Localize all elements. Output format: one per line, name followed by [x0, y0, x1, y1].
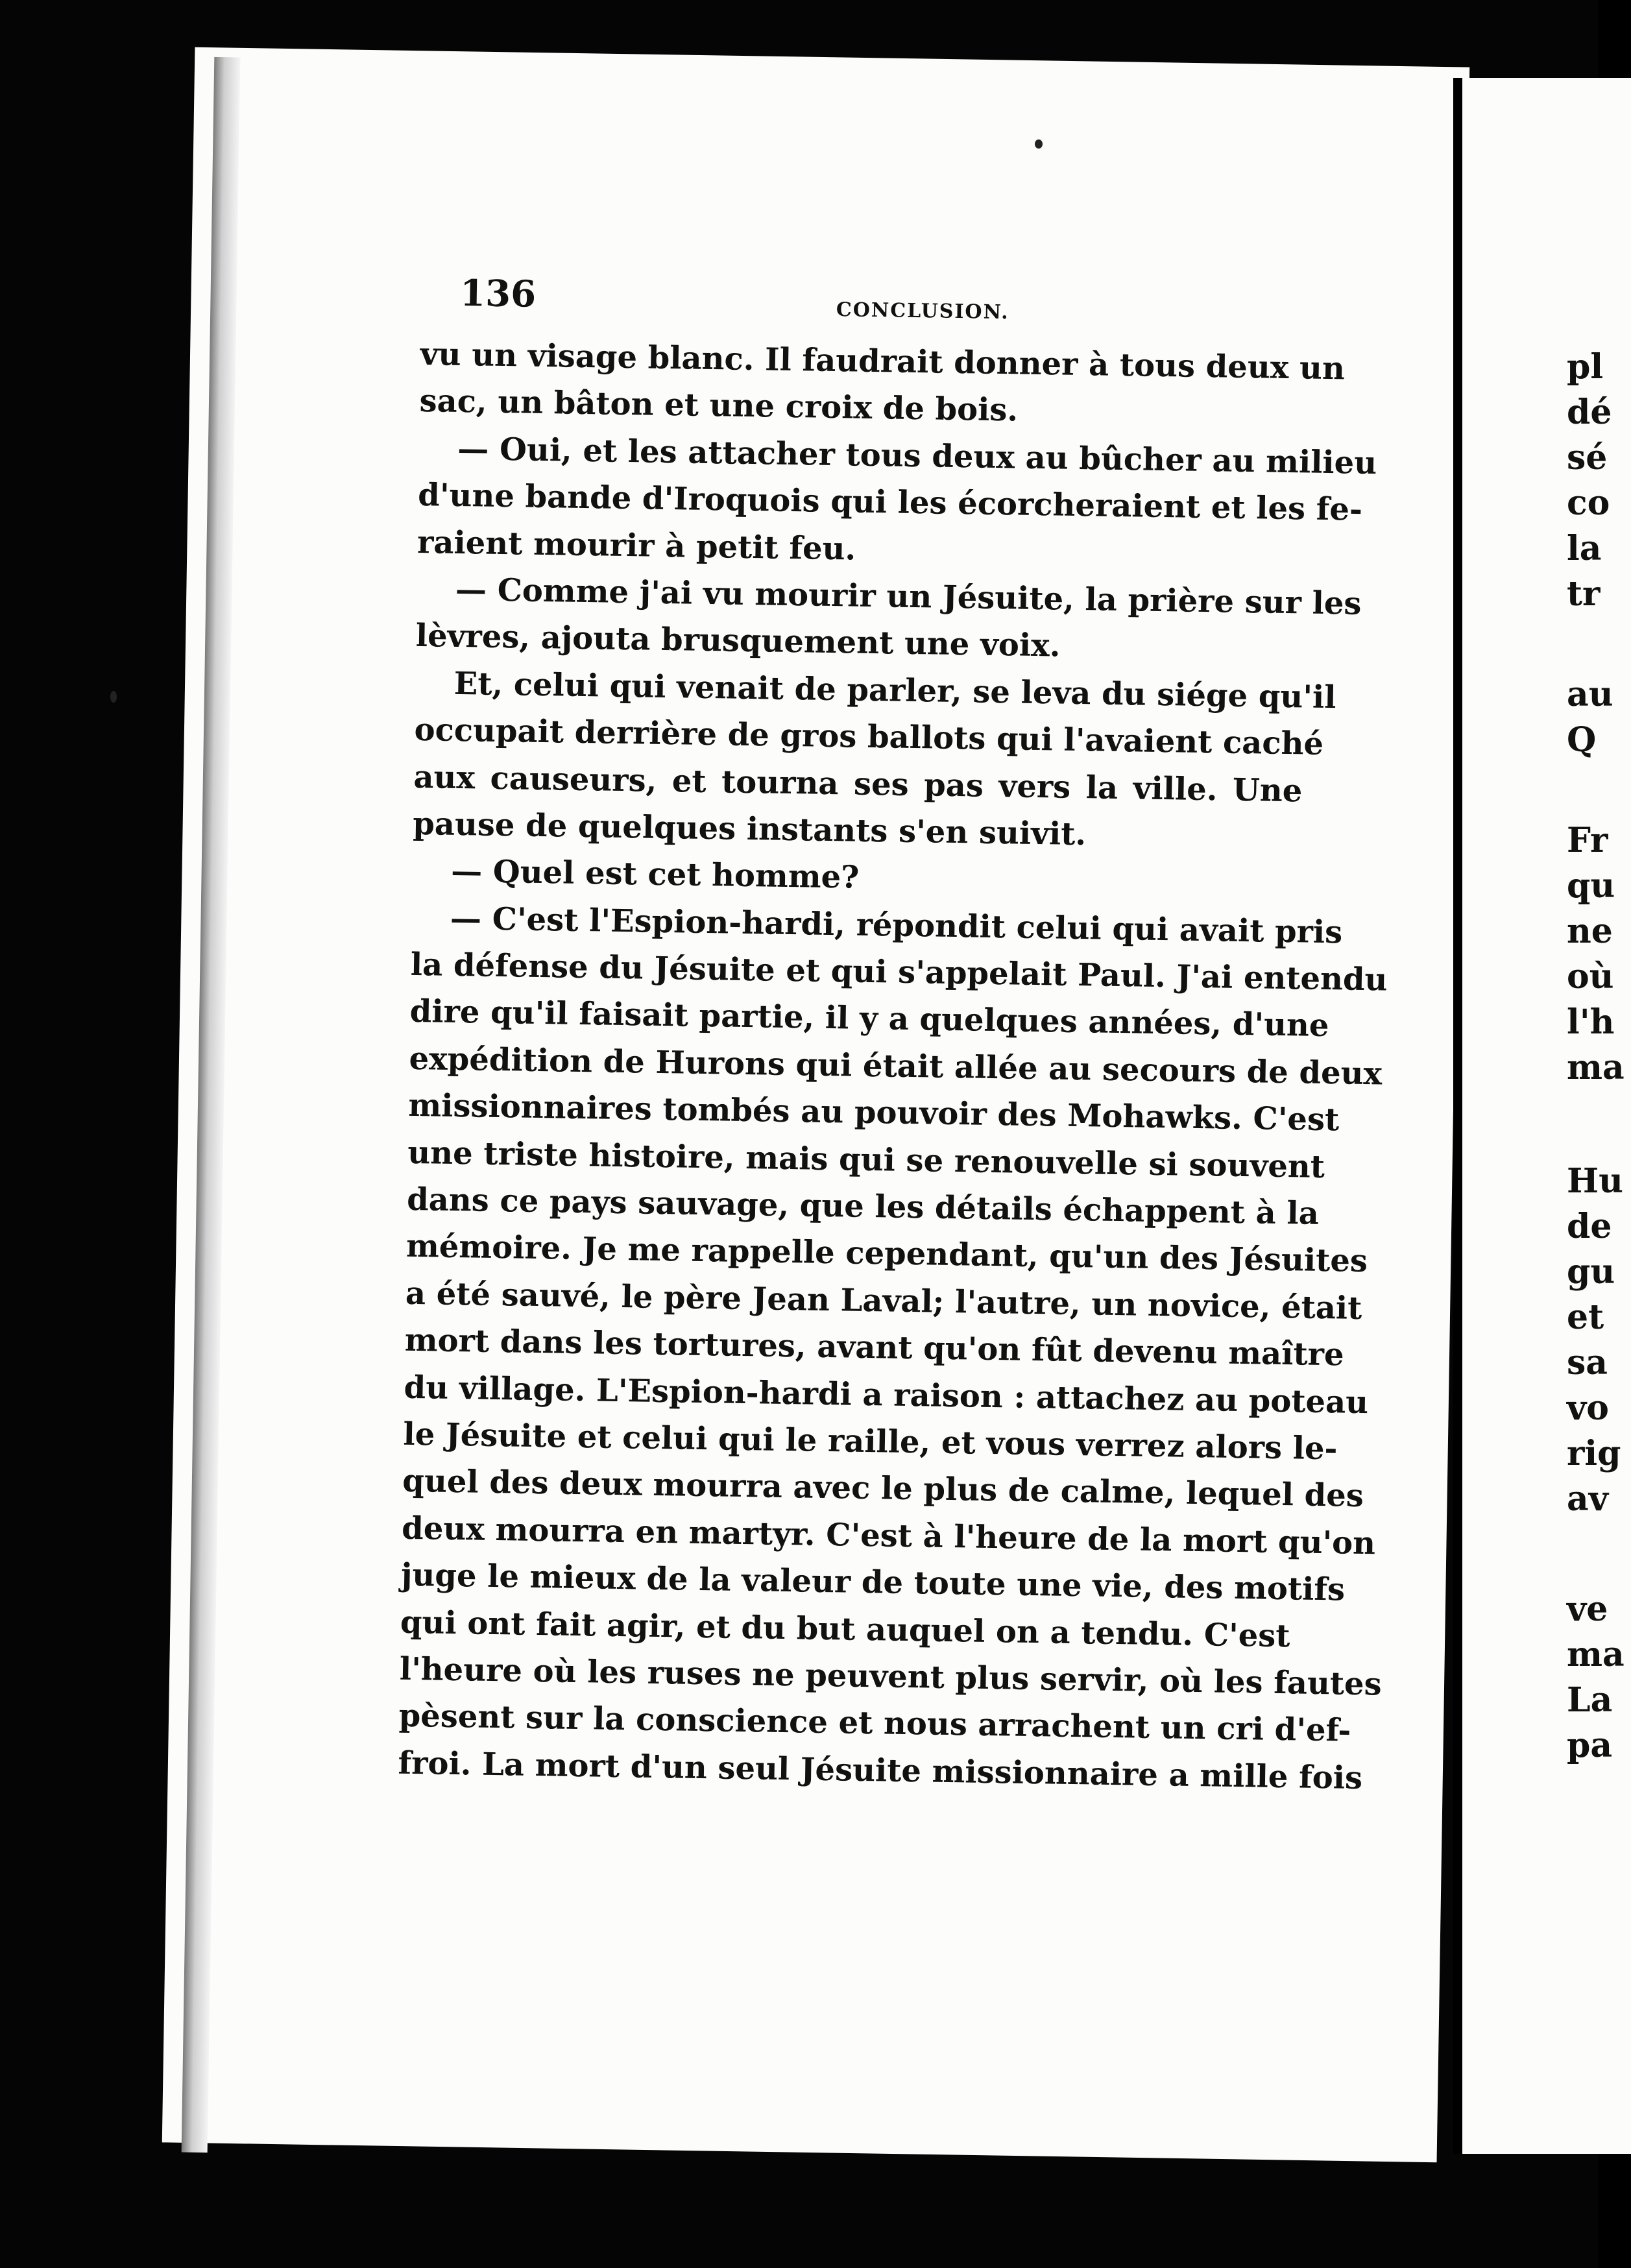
text-line: — Oui, et les attacher tous deux au bûcher au milieu	[457, 430, 1377, 481]
facing-page-fragment: dé	[1567, 392, 1612, 432]
dust-speck	[1035, 139, 1043, 149]
facing-page-fragment: pl	[1567, 347, 1604, 387]
text-line: d'une bande d'Iroquois qui les écorcheraient et les fe-	[417, 477, 1363, 528]
page-text	[398, 259, 1388, 1800]
text-line: juge le mieux de la valeur de toute une vie, des motifs	[400, 1556, 1346, 1608]
text-line: deux mourra en martyr. C'est à l'heure de la mort qu'on	[401, 1510, 1376, 1562]
facing-page-fragment: vo	[1567, 1388, 1609, 1428]
text-line: le Jésuite et celui qui le raille, et vous verrez alors le-	[403, 1416, 1338, 1467]
text-line: pèsent sur la conscience et nous arrachent un cri d'ef-	[398, 1698, 1351, 1750]
running-head: CONCLUSION.	[836, 298, 1009, 324]
facing-page-fragment: ma	[1567, 1048, 1625, 1087]
facing-page-fragment: la	[1567, 529, 1602, 568]
text-line: dire qu'il faisait partie, il y a quelques années, d'une	[409, 993, 1329, 1044]
text-line: expédition de Hurons qui était allée au secours de deux	[409, 1040, 1383, 1092]
facing-page-fragment: pa	[1567, 1726, 1613, 1765]
text-line: — Comme j'ai vu mourir un Jésuite, la prière sur les	[455, 571, 1362, 622]
text-line: sac, un bâton et une croix de bois.	[419, 383, 1019, 429]
facing-page-fragment: où	[1567, 957, 1614, 996]
text-line: lèvres, ajouta brusquement une voix.	[415, 618, 1061, 664]
facing-page-fragment: rig	[1567, 1434, 1621, 1473]
facing-page-fragment: l'h	[1567, 1002, 1615, 1042]
facing-page-fragment: Hu	[1567, 1161, 1623, 1201]
facing-page-fragment: tr	[1567, 574, 1601, 614]
text-line: — Quel est cet homme?	[450, 853, 860, 897]
facing-page-fragment: sé	[1567, 438, 1608, 477]
facing-page-fragment: ne	[1567, 911, 1613, 951]
body-text	[398, 331, 1388, 1800]
text-line: a été sauvé, le père Jean Laval; l'autre, un novice, était	[405, 1275, 1362, 1327]
text-line: aux causeurs, et tourna ses pas vers la ville. Une	[413, 758, 1303, 809]
text-line: vu un visage blanc. Il faudrait donner à tous deux un	[420, 335, 1346, 387]
facing-page-fragment: gu	[1567, 1252, 1615, 1292]
dust-speck	[110, 691, 117, 703]
facing-page-fragment: de	[1567, 1207, 1612, 1246]
facing-page-fragment: et	[1567, 1297, 1604, 1337]
text-line: qui ont fait agir, et du but auquel on a tendu. C'est	[400, 1604, 1290, 1654]
facing-page-fragment: Fr	[1567, 821, 1608, 860]
text-line: mémoire. Je me rappelle cependant, qu'un des Jésuites	[405, 1228, 1368, 1280]
facing-page-fragment: La	[1567, 1680, 1613, 1720]
facing-page-fragment: av	[1567, 1479, 1608, 1519]
text-line: du village. L'Espion-hardi a raison : attachez au poteau	[404, 1369, 1369, 1421]
text-line: dans ce pays sauvage, que les détails échappent à la	[406, 1181, 1320, 1232]
text-line: pause de quelques instants s'en suivit.	[412, 805, 1087, 853]
text-line: missionnaires tombés au pouvoir des Mohawks. C'est	[408, 1087, 1340, 1139]
text-line: la défense du Jésuite et qui s'appelait Paul. J'ai entendu	[410, 946, 1388, 998]
text-line: occupait derrière de gros ballots qui l'avaient caché	[414, 712, 1324, 763]
page-header	[420, 259, 1311, 345]
facing-page-fragment: qu	[1567, 866, 1615, 906]
text-line: — C'est l'Espion-hardi, répondit celui qui avait pris	[450, 900, 1343, 951]
facing-page-fragment: Q	[1567, 720, 1597, 760]
facing-page-fragment: ve	[1567, 1589, 1608, 1629]
right-page-partial	[1453, 78, 1631, 2154]
text-line: raient mourir à petit feu.	[417, 524, 856, 568]
facing-page-fragment: au	[1567, 675, 1613, 714]
text-line: Et, celui qui venait de parler, se leva du siége qu'il	[453, 665, 1336, 716]
text-line: quel des deux mourra avec le plus de calme, lequel des	[402, 1463, 1364, 1515]
facing-page-fragment: ma	[1567, 1635, 1625, 1674]
facing-page-fragment: sa	[1567, 1343, 1608, 1382]
text-line: l'heure où les ruses ne peuvent plus servir, où les fautes	[399, 1650, 1383, 1703]
text-line: froi. La mort d'un seul Jésuite missionnaire a mille fois	[398, 1744, 1363, 1796]
facing-page-fragment: co	[1567, 483, 1610, 523]
page-number: 136	[459, 271, 537, 316]
text-line: une triste histoire, mais qui se renouvelle si souvent	[407, 1134, 1325, 1185]
text-line: mort dans les tortures, avant qu'on fût devenu maître	[404, 1322, 1344, 1373]
